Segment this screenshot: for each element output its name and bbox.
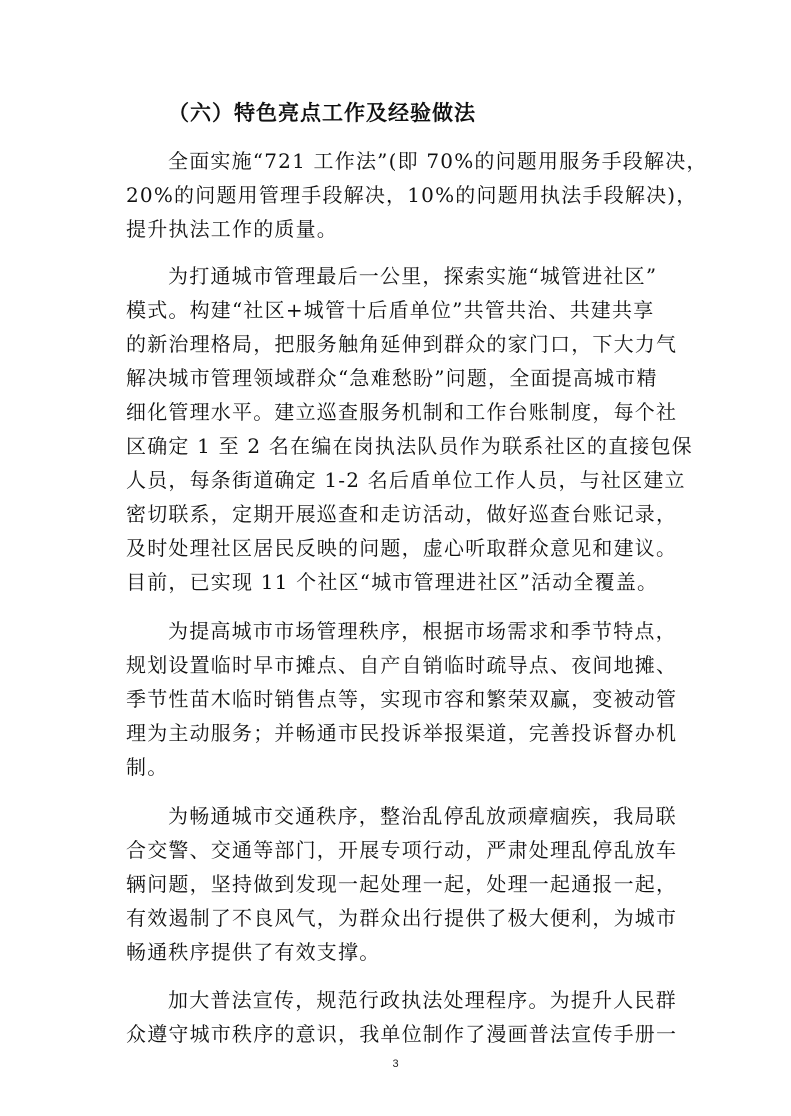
paragraph-line: 畅通秩序提供了有效支撑。 [126, 940, 381, 964]
page-number: 3 [392, 1058, 399, 1070]
paragraph-line: 密切联系，定期开展巡查和走访活动，做好巡查台账记录， [126, 502, 678, 526]
paragraph-line: 加大普法宣传，规范行政执法处理程序。为提升人民群 [168, 988, 677, 1012]
paragraph-line: 季节性苗木临时销售点等，实现市容和繁荣双赢，变被动管 [126, 687, 678, 711]
paragraph-line: 全面实施“721 工作法”(即 70%的问题用服务手段解决， [168, 149, 708, 173]
paragraph-line: 人员，每条街道确定 1-2 名后盾单位工作人员，与社区建立 [126, 468, 686, 492]
paragraph-line: 规划设置临时早市摊点、自产自销临时疏导点、夜间地摊、 [126, 653, 678, 677]
paragraph-line: 为提高城市市场管理秩序，根据市场需求和季节特点， [168, 619, 677, 643]
paragraph-line: 理为主动服务；并畅通市民投诉举报渠道，完善投诉督办机 [126, 721, 678, 745]
paragraph-line: 众遵守城市秩序的意识，我单位制作了漫画普法宣传手册一 [126, 1022, 678, 1046]
paragraph-line: 提升执法工作的质量。 [126, 217, 338, 241]
paragraph-line: 目前，已实现 11 个社区“城市管理进社区”活动全覆盖。 [126, 570, 659, 594]
paragraph-line: 辆问题，坚持做到发现一起处理一起，处理一起通报一起， [126, 872, 678, 896]
paragraph-line: 为畅通城市交通秩序，整治乱停乱放顽瘴痼疾，我局联 [168, 804, 677, 828]
paragraph-line: 解决城市管理领域群众“急难愁盼”问题，全面提高城市精 [126, 366, 658, 390]
paragraph-line: 的新治理格局，把服务触角延伸到群众的家门口，下大力气 [126, 332, 678, 356]
paragraph-line: 细化管理水平。建立巡查服务机制和工作台账制度，每个社 [126, 400, 678, 424]
paragraph-line: 区确定 1 至 2 名在编在岗执法队员作为联系社区的直接包保 [126, 434, 693, 458]
paragraph-line: 模式。构建“社区+城管十后盾单位”共管共治、共建共享 [126, 298, 655, 322]
paragraph-line: 为打通城市管理最后一公里，探索实施“城管进社区” [168, 264, 658, 288]
paragraph-line: 合交警、交通等部门，开展专项行动，严肃处理乱停乱放车 [126, 838, 678, 862]
paragraph-line: 制。 [126, 755, 169, 779]
paragraph-line: 有效遏制了不良风气，为群众出行提供了极大便利，为城市 [126, 906, 678, 930]
paragraph-line: 及时处理社区居民反映的问题，虚心听取群众意见和建议。 [126, 536, 678, 560]
section-heading: （六）特色亮点工作及经验做法 [168, 100, 476, 125]
paragraph-line: 20%的问题用管理手段解决，10%的问题用执法手段解决)， [126, 183, 698, 207]
